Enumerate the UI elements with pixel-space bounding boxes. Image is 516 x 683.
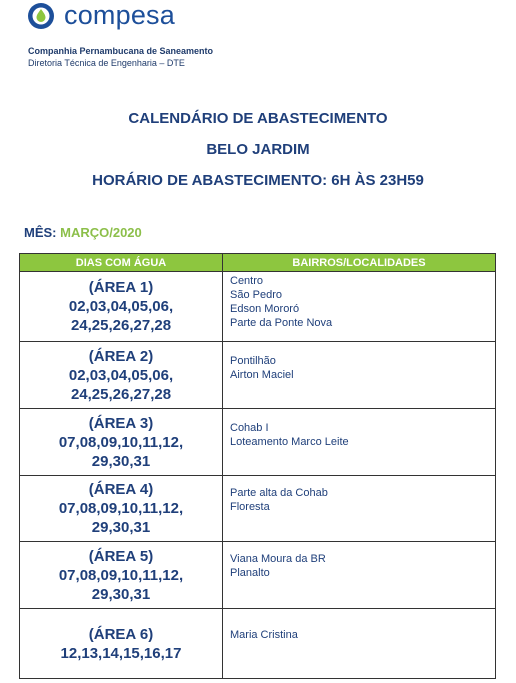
column-header-neighborhoods: BAIRROS/LOCALIDADES (223, 254, 496, 272)
table-row (20, 342, 496, 409)
neighborhoods-cell (223, 409, 496, 476)
area-label: (ÁREA 5) (88, 547, 154, 565)
neighborhood-name: Planalto (230, 567, 270, 579)
days-list: 29,30,31 (91, 585, 151, 603)
month-line (24, 225, 142, 240)
area-label: (ÁREA 3) (88, 414, 154, 432)
days-cell (20, 542, 223, 609)
neighborhood-name: Floresta (230, 501, 270, 513)
days-list: 29,30,31 (91, 519, 151, 536)
neighborhood-name: Viana Moura da BR (230, 553, 326, 565)
month-label: MÊS: (24, 225, 57, 240)
directorate-name: Diretoria Técnica de Engenharia – DTE (28, 58, 185, 68)
city-title: BELO JARDIM (206, 141, 310, 158)
column-header-days: DIAS COM ÁGUA (20, 254, 223, 272)
neighborhood-name: São Pedro (230, 289, 282, 301)
neighborhood-name: Parte alta da Cohab (230, 487, 328, 499)
company-name: Companhia Pernambucana de Saneamento (28, 46, 214, 56)
table-row (20, 542, 496, 609)
days-cell (20, 609, 223, 679)
neighborhoods-cell (223, 272, 496, 342)
neighborhood-name: Cohab I (230, 422, 269, 434)
area-label: (ÁREA 6) (88, 625, 154, 643)
neighborhood-name: Pontilhão (230, 355, 276, 367)
neighborhood-name: Edson Mororó (230, 303, 300, 315)
days-list: 07,08,09,10,11,12, (58, 566, 184, 584)
compesa-logo (26, 0, 175, 30)
area-label: (ÁREA 2) (88, 347, 154, 365)
days-cell (20, 272, 223, 342)
days-list: 07,08,09,10,11,12, (58, 433, 184, 451)
neighborhood-name: Parte da Ponte Nova (230, 317, 333, 329)
days-list: 02,03,04,05,06, (68, 298, 174, 315)
table-row (20, 609, 496, 679)
days-cell (20, 476, 223, 542)
days-cell (20, 409, 223, 476)
table-row (20, 409, 496, 476)
neighborhoods-cell (223, 476, 496, 542)
days-list: 12,13,14,15,16,17 (60, 644, 182, 662)
area-label: (ÁREA 1) (88, 279, 154, 296)
neighborhood-name: Centro (230, 275, 264, 287)
schedule-table (19, 253, 496, 679)
table-row (20, 476, 496, 542)
days-list: 24,25,26,27,28 (70, 385, 172, 403)
supply-hours-title: HORÁRIO DE ABASTECIMENTO: 6H ÀS 23H59 (92, 172, 424, 189)
area-label: (ÁREA 4) (88, 481, 154, 498)
neighborhoods-cell (223, 609, 496, 679)
table-row (20, 272, 496, 342)
days-list: 29,30,31 (91, 452, 151, 470)
days-list: 07,08,09,10,11,12, (58, 500, 184, 517)
table-header-row (20, 254, 496, 272)
days-cell (20, 342, 223, 409)
document-title: CALENDÁRIO DE ABASTECIMENTO (128, 110, 388, 127)
neighborhoods-cell (223, 342, 496, 409)
month-value: MARÇO/2020 (60, 225, 142, 240)
neighborhood-name: Maria Cristina (230, 629, 298, 641)
days-list: 24,25,26,27,28 (70, 317, 172, 334)
water-drop-logo-icon (26, 0, 60, 30)
neighborhood-name: Airton Maciel (230, 369, 294, 381)
logo-wordmark: compesa (64, 0, 175, 30)
neighborhoods-cell (223, 542, 496, 609)
days-list: 02,03,04,05,06, (68, 366, 174, 384)
neighborhood-name: Loteamento Marco Leite (230, 436, 349, 448)
